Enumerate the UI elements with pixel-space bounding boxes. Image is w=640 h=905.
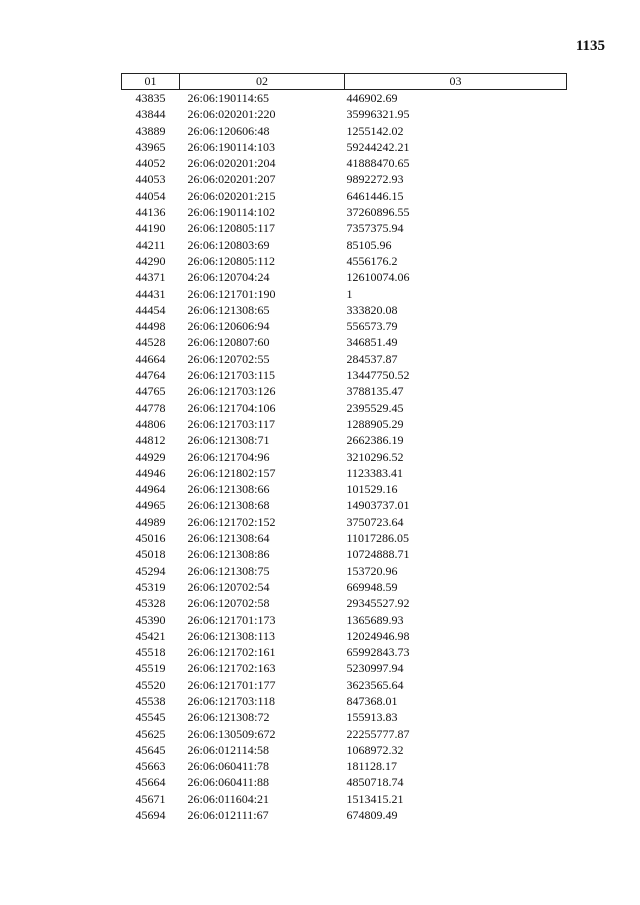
- value-cell: 37260896.55: [346, 205, 410, 220]
- record-number-cell: 44664: [135, 351, 166, 366]
- table-row: [122, 595, 567, 611]
- record-number-cell: 45518: [135, 645, 166, 660]
- cadastral-number-cell: 26:06:121704:106: [187, 400, 276, 415]
- record-number-cell: 44053: [135, 172, 166, 187]
- column-header-03: 03: [345, 74, 567, 90]
- value-cell: 9892272.93: [346, 172, 404, 187]
- page-number: 1135: [575, 38, 605, 54]
- record-number-cell: 44190: [135, 221, 166, 236]
- cadastral-number-cell: 26:06:120702:54: [187, 579, 270, 594]
- value-cell: 65992843.73: [346, 645, 410, 660]
- cadastral-number-cell: 26:06:020201:204: [187, 156, 276, 171]
- record-number-cell: 43844: [135, 107, 166, 122]
- record-number-cell: 44806: [135, 416, 166, 431]
- value-cell: 3788135.47: [346, 384, 404, 399]
- table-row: [122, 171, 567, 187]
- table-row: [122, 432, 567, 448]
- table-row: [122, 497, 567, 513]
- cadastral-number-cell: 26:06:190114:103: [187, 139, 276, 154]
- table-row: [122, 726, 567, 742]
- value-cell: 155913.83: [346, 710, 398, 725]
- value-cell: 847368.01: [346, 693, 398, 708]
- cadastral-number-cell: 26:06:060411:78: [187, 759, 270, 774]
- cadastral-number-cell: 26:06:060411:88: [187, 775, 270, 790]
- value-cell: 4850718.74: [346, 775, 404, 790]
- table-row: [122, 677, 567, 693]
- table-row: [122, 546, 567, 562]
- table-header-row: [122, 74, 567, 90]
- cadastral-number-cell: 26:06:120606:48: [187, 123, 270, 138]
- record-number-cell: 44454: [135, 302, 166, 317]
- record-number-cell: 45538: [135, 693, 166, 708]
- table-row: [122, 237, 567, 253]
- record-number-cell: 44136: [135, 205, 166, 220]
- record-number-cell: 45663: [135, 759, 166, 774]
- cadastral-number-cell: 26:06:121701:177: [187, 677, 276, 692]
- table-row: [122, 286, 567, 302]
- record-number-cell: 44929: [135, 449, 166, 464]
- table-row: [122, 220, 567, 236]
- cadastral-number-cell: 26:06:121703:117: [187, 416, 276, 431]
- table-row: [122, 106, 567, 122]
- table-row: [122, 563, 567, 579]
- value-cell: 13447750.52: [346, 368, 410, 383]
- value-cell: 5230997.94: [346, 661, 404, 676]
- record-number-cell: 45664: [135, 775, 166, 790]
- value-cell: 101529.16: [346, 482, 398, 497]
- table-row: [122, 530, 567, 546]
- cadastral-number-cell: 26:06:012111:67: [187, 808, 269, 823]
- cadastral-number-cell: 26:06:121703:126: [187, 384, 276, 399]
- table-row: [122, 644, 567, 660]
- cadastral-number-cell: 26:06:121703:115: [187, 368, 276, 383]
- value-cell: 3623565.64: [346, 677, 404, 692]
- cadastral-number-cell: 26:06:121308:75: [187, 563, 270, 578]
- record-number-cell: 45519: [135, 661, 166, 676]
- cadastral-number-cell: 26:06:121308:113: [187, 628, 276, 643]
- value-cell: 7357375.94: [346, 221, 404, 236]
- value-cell: 446902.69: [346, 91, 398, 105]
- value-cell: 669948.59: [346, 579, 398, 594]
- register-table: [121, 73, 567, 823]
- table-row: [122, 693, 567, 709]
- record-number-cell: 44965: [135, 498, 166, 513]
- value-cell: 556573.79: [346, 319, 398, 334]
- value-cell: 12610074.06: [346, 270, 410, 285]
- table-row: [122, 449, 567, 465]
- table-row: [122, 90, 567, 107]
- cadastral-number-cell: 26:06:011604:21: [187, 791, 270, 806]
- value-cell: 3750723.64: [346, 514, 404, 529]
- cadastral-number-cell: 26:06:121702:152: [187, 514, 276, 529]
- cadastral-number-cell: 26:06:121701:173: [187, 612, 276, 627]
- cadastral-number-cell: 26:06:120803:69: [187, 237, 270, 252]
- value-cell: 181128.17: [346, 759, 398, 774]
- value-cell: 346851.49: [346, 335, 398, 350]
- table-row: [122, 351, 567, 367]
- table-row: [122, 253, 567, 269]
- cadastral-number-cell: 26:06:190114:102: [187, 205, 276, 220]
- table-row: [122, 367, 567, 383]
- cadastral-number-cell: 26:06:120702:55: [187, 351, 270, 366]
- value-cell: 674809.49: [346, 808, 398, 823]
- table-row: [122, 660, 567, 676]
- table-row: [122, 318, 567, 334]
- table-row: [122, 334, 567, 350]
- value-cell: 6461446.15: [346, 188, 404, 203]
- value-cell: 22255777.87: [346, 726, 410, 741]
- value-cell: 1123383.41: [346, 465, 404, 480]
- value-cell: 2662386.19: [346, 433, 404, 448]
- record-number-cell: 43889: [135, 123, 166, 138]
- record-number-cell: 44528: [135, 335, 166, 350]
- record-number-cell: 44964: [135, 482, 166, 497]
- cadastral-number-cell: 26:06:120704:24: [187, 270, 270, 285]
- record-number-cell: 45016: [135, 531, 166, 546]
- record-number-cell: 44054: [135, 188, 166, 203]
- record-number-cell: 43835: [135, 91, 166, 105]
- cadastral-number-cell: 26:06:020201:220: [187, 107, 276, 122]
- record-number-cell: 45319: [135, 579, 166, 594]
- cadastral-number-cell: 26:06:121701:190: [187, 286, 276, 301]
- value-cell: 1513415.21: [346, 791, 404, 806]
- table-row: [122, 791, 567, 807]
- record-number-cell: 44765: [135, 384, 166, 399]
- table-row: [122, 807, 567, 823]
- table-row: [122, 481, 567, 497]
- value-cell: 1: [346, 286, 353, 301]
- table-row: [122, 628, 567, 644]
- cadastral-number-cell: 26:06:120606:94: [187, 319, 270, 334]
- cadastral-number-cell: 26:06:120805:112: [187, 253, 276, 268]
- value-cell: 1255142.02: [346, 123, 404, 138]
- cadastral-number-cell: 26:06:121308:86: [187, 547, 270, 562]
- value-cell: 1365689.93: [346, 612, 404, 627]
- record-number-cell: 45625: [135, 726, 166, 741]
- table-row: [122, 465, 567, 481]
- value-cell: 2395529.45: [346, 400, 404, 415]
- record-number-cell: 45421: [135, 628, 166, 643]
- value-cell: 12024946.98: [346, 628, 410, 643]
- cadastral-number-cell: 26:06:020201:215: [187, 188, 276, 203]
- record-number-cell: 44812: [135, 433, 166, 448]
- cadastral-number-cell: 26:06:121704:96: [187, 449, 270, 464]
- record-number-cell: 44989: [135, 514, 166, 529]
- table-row: [122, 155, 567, 171]
- record-number-cell: 44290: [135, 253, 166, 268]
- value-cell: 85105.96: [346, 237, 392, 252]
- column-header-01: 01: [122, 74, 180, 90]
- value-cell: 4556176.2: [346, 253, 398, 268]
- value-cell: 1288905.29: [346, 416, 404, 431]
- record-number-cell: 44764: [135, 368, 166, 383]
- cadastral-number-cell: 26:06:121802:157: [187, 465, 276, 480]
- value-cell: 153720.96: [346, 563, 398, 578]
- cadastral-number-cell: 26:06:121703:118: [187, 693, 276, 708]
- value-cell: 14903737.01: [346, 498, 410, 513]
- cadastral-number-cell: 26:06:121308:66: [187, 482, 270, 497]
- record-number-cell: 44431: [135, 286, 166, 301]
- table-row: [122, 269, 567, 285]
- cadastral-number-cell: 26:06:121308:72: [187, 710, 270, 725]
- record-number-cell: 45328: [135, 596, 166, 611]
- value-cell: 29345527.92: [346, 596, 410, 611]
- record-number-cell: 45294: [135, 563, 166, 578]
- value-cell: 333820.08: [346, 302, 398, 317]
- table-row: [122, 123, 567, 139]
- record-number-cell: 45645: [135, 742, 166, 757]
- value-cell: 41888470.65: [346, 156, 410, 171]
- value-cell: 10724888.71: [346, 547, 410, 562]
- table-row: [122, 400, 567, 416]
- record-number-cell: 44946: [135, 465, 166, 480]
- table-row: [122, 579, 567, 595]
- record-number-cell: 44778: [135, 400, 166, 415]
- table-row: [122, 416, 567, 432]
- record-number-cell: 44498: [135, 319, 166, 334]
- table-row: [122, 302, 567, 318]
- table-row: [122, 742, 567, 758]
- table-row: [122, 709, 567, 725]
- cadastral-number-cell: 26:06:121308:68: [187, 498, 270, 513]
- table-row: [122, 612, 567, 628]
- cadastral-number-cell: 26:06:121702:161: [187, 645, 276, 660]
- record-number-cell: 45545: [135, 710, 166, 725]
- cadastral-number-cell: 26:06:121308:65: [187, 302, 270, 317]
- cadastral-number-cell: 26:06:121702:163: [187, 661, 276, 676]
- value-cell: 3210296.52: [346, 449, 404, 464]
- table-body: [122, 90, 567, 824]
- column-header-02: 02: [180, 74, 345, 90]
- table-row: [122, 139, 567, 155]
- record-number-cell: 44211: [135, 237, 166, 252]
- cadastral-number-cell: 26:06:190114:65: [187, 91, 270, 105]
- table-row: [122, 204, 567, 220]
- cadastral-number-cell: 26:06:120702:58: [187, 596, 270, 611]
- cadastral-number-cell: 26:06:120805:117: [187, 221, 276, 236]
- table-row: [122, 514, 567, 530]
- record-number-cell: 45390: [135, 612, 166, 627]
- table-row: [122, 758, 567, 774]
- cadastral-number-cell: 26:06:121308:64: [187, 531, 270, 546]
- cadastral-number-cell: 26:06:120807:60: [187, 335, 270, 350]
- record-number-cell: 44052: [135, 156, 166, 171]
- value-cell: 59244242.21: [346, 139, 410, 154]
- record-number-cell: 45671: [135, 791, 166, 806]
- record-number-cell: 44371: [135, 270, 166, 285]
- table-row: [122, 774, 567, 790]
- value-cell: 284537.87: [346, 351, 398, 366]
- cadastral-number-cell: 26:06:020201:207: [187, 172, 276, 187]
- cadastral-number-cell: 26:06:130509:672: [187, 726, 276, 741]
- cadastral-number-cell: 26:06:012114:58: [187, 742, 270, 757]
- record-number-cell: 43965: [135, 139, 166, 154]
- table-row: [122, 188, 567, 204]
- value-cell: 1068972.32: [346, 742, 404, 757]
- cadastral-number-cell: 26:06:121308:71: [187, 433, 270, 448]
- table-row: [122, 383, 567, 399]
- record-number-cell: 45694: [135, 808, 166, 823]
- record-number-cell: 45018: [135, 547, 166, 562]
- record-number-cell: 45520: [135, 677, 166, 692]
- value-cell: 11017286.05: [346, 531, 410, 546]
- value-cell: 35996321.95: [346, 107, 410, 122]
